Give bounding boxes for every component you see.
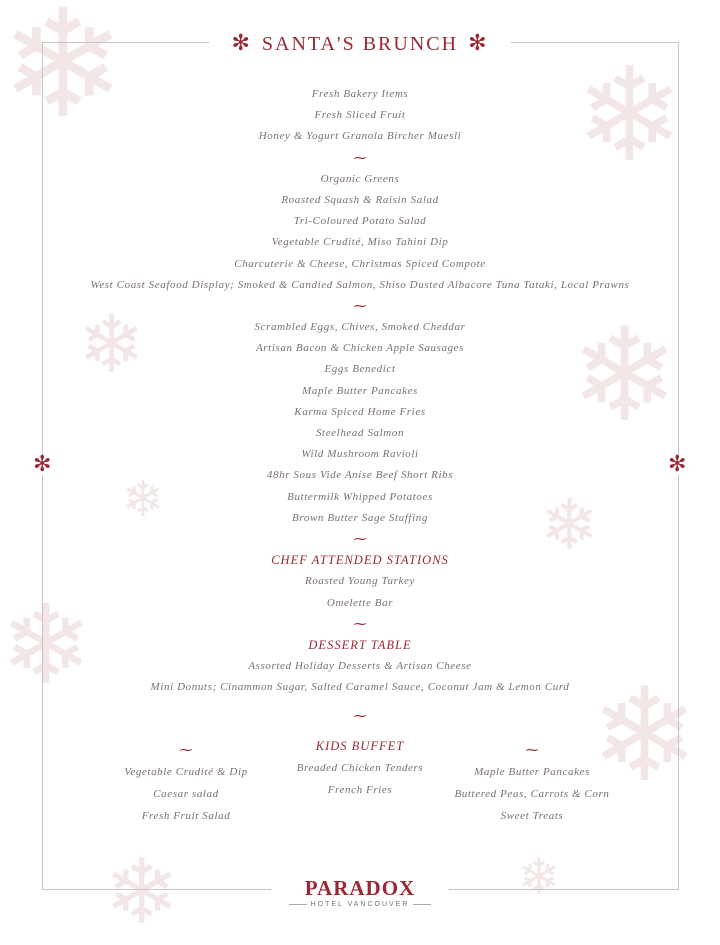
menu-item: Tri-Coloured Potato Salad (293, 215, 427, 228)
snowflake-icon: ❄ (540, 484, 599, 566)
menu-item: Fresh Bakery Items (311, 88, 409, 100)
menu-item: Brown Butter Sage Stuffing (292, 511, 428, 524)
star-icon: ✻ (668, 452, 687, 477)
snowflake-icon: ❄ (0, 0, 126, 152)
flourish-divider-icon: ⁓ (353, 616, 367, 632)
menu-item: Buttered Peas, Carrots & Corn (454, 788, 610, 800)
menu-item: French Fries (327, 784, 393, 797)
menu-item: Omelette Bar (326, 596, 394, 609)
logo-name: PARADOX (304, 876, 416, 900)
menu-item: Karma Spiced Home Fries (294, 405, 426, 418)
page-title (209, 28, 510, 59)
menu-item: 48hr Sous Vide Anise Beef Short Ribs (266, 469, 454, 482)
menu-item: Fresh Fruit Salad (141, 810, 231, 822)
menu-section (0, 317, 720, 529)
menu-item: Scrambled Eggs, Chives, Smoked Cheddar (254, 321, 466, 334)
menu-item: Maple Butter Pancakes (474, 766, 590, 778)
snowflake-icon: ❄ (575, 39, 684, 191)
snowflake-icon: ❄ (590, 659, 699, 811)
menu-item: Wild Mushroom Ravioli (301, 448, 419, 461)
menu-item: Caesar salad (153, 788, 219, 800)
star-icon: ✻ (468, 30, 489, 55)
menu-item: Honey & Yogurt Granola Bircher Muesli (258, 130, 462, 143)
kids-left-column (86, 740, 286, 827)
menu-section (0, 635, 720, 699)
menu-item: Mini Donuts; Cinammon Sugar, Salted Caramel Sauce, Coconut Jam & Lemon Curd (150, 681, 570, 694)
menu-section (0, 169, 720, 296)
menu-item: Artisan Bacon & Chicken Apple Sausages (255, 342, 465, 355)
hotel-logo (0, 876, 720, 910)
star-icon: ✻ (33, 452, 52, 477)
menu-item: Organic Greens (320, 172, 400, 185)
snowflake-icon: ❄ (518, 848, 560, 906)
star-icon: ✻ (231, 30, 252, 55)
kids-right-column (432, 740, 632, 827)
menu-item: Steelhead Salmon (315, 427, 405, 439)
menu-item: Assorted Holiday Desserts & Artisan Cheese (248, 660, 472, 673)
title-text: SANTA'S BRUNCH (261, 33, 459, 55)
menu-item: Vegetable Crudité & Dip (124, 766, 248, 778)
menu-item: Sweet Treats (500, 810, 564, 822)
flourish-divider-icon: ⁓ (353, 531, 367, 547)
menu-item: Breaded Chicken Tenders (296, 762, 424, 775)
menu-list (0, 84, 720, 709)
flourish-divider-icon: ⁓ (353, 150, 367, 166)
menu-section (0, 550, 720, 614)
menu-item: Buttermilk Whipped Potatoes (287, 490, 433, 503)
menu-item: Roasted Young Turkey (305, 575, 415, 588)
menu-item: Fresh Sliced Fruit (314, 109, 406, 122)
snowflake-icon: ❄ (104, 840, 180, 945)
snowflake-icon: ❄ (122, 470, 164, 528)
flourish-divider-icon: ⁓ (179, 743, 193, 758)
snowflake-icon: ❄ (570, 299, 679, 451)
snowflake-icon: ❄ (78, 298, 146, 391)
flourish-divider-icon: ⁓ (525, 743, 539, 758)
menu-item: Maple Butter Pancakes (302, 384, 418, 397)
flourish-divider-icon: ⁓ (353, 298, 367, 314)
section-heading: KIDS BUFFET (315, 739, 405, 754)
menu-section (0, 84, 720, 148)
menu-item: Eggs Benedict (324, 363, 396, 376)
logo-subtitle-text: HOTEL VANCOUVER (310, 901, 410, 908)
section-heading: DESSERT TABLE (308, 637, 412, 652)
menu-item: Charcuterie & Cheese, Christmas Spiced Compote (234, 257, 486, 270)
menu-item: West Coast Seafood Display; Smoked & Candied Salmon, Shiso Dusted Albacore Tuna Tataki, Local Prawns (90, 278, 630, 291)
section-heading: CHEF ATTENDED STATIONS (271, 553, 449, 568)
flourish-divider-icon: ⁓ (353, 709, 367, 724)
logo-subtitle (285, 900, 436, 910)
menu-item: Roasted Squash & Raisin Salad (281, 193, 439, 206)
snowflake-icon: ❄ (0, 581, 93, 709)
title-bar (0, 28, 720, 59)
menu-item: Vegetable Crudité, Miso Tahini Dip (271, 236, 449, 249)
kids-center-column (260, 706, 460, 801)
